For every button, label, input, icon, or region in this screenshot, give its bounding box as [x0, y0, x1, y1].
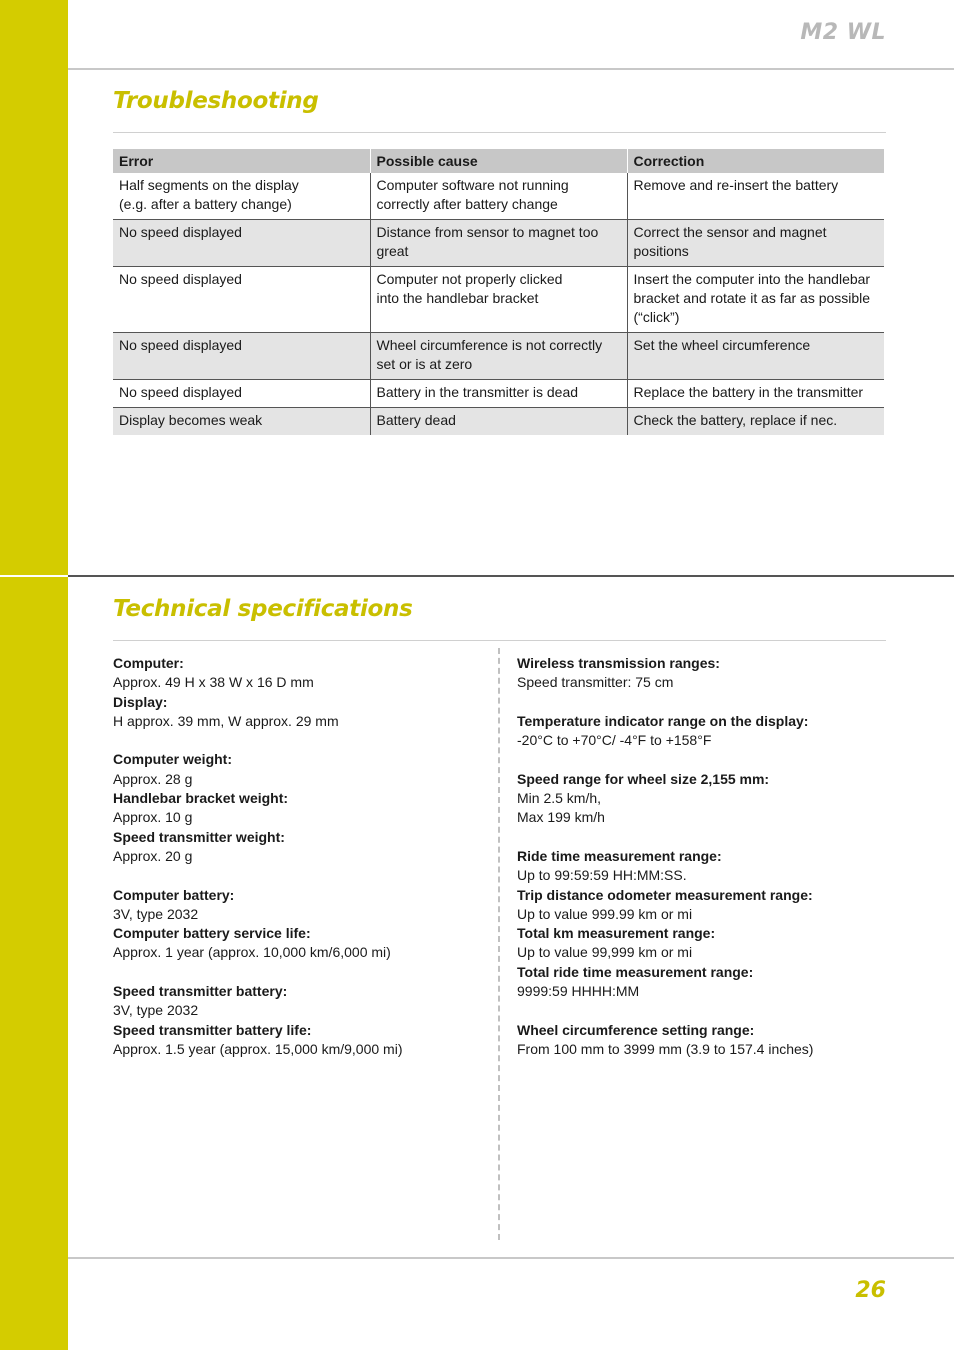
cell-cause — [370, 173, 627, 220]
column-header-cause: Possible cause — [370, 149, 627, 173]
spacer — [113, 866, 483, 885]
cell-error — [113, 380, 370, 408]
spec-label: Computer battery: — [113, 886, 235, 903]
cell-error — [113, 173, 370, 220]
spec-label: Handlebar bracket weight: — [113, 790, 289, 807]
cell-text: Remove and re-insert the battery — [633, 177, 839, 193]
cell-text: Computer not properly clicked — [376, 271, 563, 287]
spec-value: Up to 99:59:59 HH:MM:SS. — [517, 867, 687, 884]
spec-value: Approx. 49 H x 38 W x 16 D mm — [113, 674, 314, 691]
spec-value: -20°C to +70°C/ -4°F to +158°F — [517, 732, 712, 749]
page-number: 26 — [855, 1278, 886, 1303]
troubleshooting-rule — [113, 132, 886, 133]
cell-text: Check the battery, replace if nec. — [633, 412, 838, 428]
spec-label: Temperature indicator range on the display: — [517, 712, 809, 729]
table-row — [113, 380, 884, 408]
spec-value: Approx. 28 g — [113, 770, 193, 787]
cell-text: Correct the sensor and magnet positions — [633, 224, 827, 259]
spec-value: Max 199 km/h — [517, 809, 605, 826]
spec-value: Approx. 10 g — [113, 809, 193, 826]
spec-value: 3V, type 2032 — [113, 1002, 199, 1019]
table-header-row — [113, 149, 884, 173]
spec-value: From 100 mm to 3999 mm (3.9 to 157.4 inches) — [517, 1040, 814, 1057]
cell-cause — [370, 380, 627, 408]
table-row — [113, 333, 884, 380]
spec-label: Computer: — [113, 655, 184, 671]
troubleshooting-title: Troubleshooting — [113, 88, 319, 114]
cell-correction — [627, 380, 884, 408]
cell-text: No speed displayed — [119, 271, 242, 287]
column-separator — [498, 648, 500, 1240]
model-name: M2 WL — [800, 20, 886, 45]
spec-label: Trip distance odometer measurement range: — [517, 886, 813, 903]
spec-label: Wheel circumference setting range: — [517, 1021, 755, 1038]
cell-cause — [370, 333, 627, 380]
spacer — [113, 731, 483, 750]
spec-value: 3V, type 2032 — [113, 905, 199, 922]
spacer — [113, 963, 483, 982]
spacer — [517, 828, 897, 847]
spec-value: H approx. 39 mm, W approx. 29 mm — [113, 712, 339, 729]
header-rule — [68, 68, 954, 70]
cell-text: No speed displayed — [119, 224, 242, 240]
cell-correction — [627, 173, 884, 220]
cell-text: No speed displayed — [119, 384, 242, 400]
spec-value: 9999:59 HHHH:MM — [517, 983, 640, 1000]
cell-cause — [370, 220, 627, 267]
spec-value: Min 2.5 km/h, — [517, 790, 602, 807]
spec-label: Total ride time measurement range: — [517, 963, 754, 980]
spec-value: Up to value 999.99 km or mi — [517, 905, 693, 922]
spec-value: Up to value 99,999 km or mi — [517, 944, 693, 961]
cell-text: No speed displayed — [119, 337, 242, 353]
footer-rule — [68, 1257, 954, 1259]
cell-text: Wheel circumference is not correctly set or is at zero — [376, 337, 603, 372]
cell-correction — [627, 220, 884, 267]
spacer — [517, 750, 897, 769]
spec-value: Approx. 1 year (approx. 10,000 km/6,000 mi) — [113, 944, 391, 961]
spec-label: Speed range for wheel size 2,155 mm: — [517, 770, 770, 787]
spec-label: Wireless transmission ranges: — [517, 655, 720, 671]
cell-error — [113, 333, 370, 380]
sidebar-divider — [0, 575, 68, 577]
troubleshooting-table — [113, 149, 884, 435]
table-row — [113, 220, 884, 267]
cell-text: (e.g. after a battery change) — [119, 196, 292, 212]
specs-left-column — [113, 654, 483, 1059]
spacer — [517, 1001, 897, 1020]
spec-label: Computer battery service life: — [113, 925, 311, 942]
specs-rule — [113, 640, 886, 641]
cell-correction — [627, 267, 884, 333]
cell-text: Replace the battery in the transmitter — [633, 384, 864, 400]
cell-cause — [370, 408, 627, 436]
specs-right-column — [517, 654, 897, 1059]
cell-text: Half segments on the display — [119, 177, 299, 193]
cell-text: correctly after battery change — [376, 196, 558, 212]
spec-label: Display: — [113, 693, 168, 710]
spec-value: Speed transmitter: 75 cm — [517, 674, 674, 691]
spec-label: Speed transmitter battery life: — [113, 1021, 312, 1038]
cell-text: Battery dead — [376, 412, 456, 428]
table-row — [113, 267, 884, 333]
section-divider — [68, 575, 954, 577]
cell-text: Insert the computer into the handlebar bracket and rotate it as far as possible (“click”) — [633, 271, 871, 325]
column-header-error: Error — [113, 149, 370, 173]
spec-label: Computer weight: — [113, 751, 232, 768]
cell-error — [113, 220, 370, 267]
spec-label: Speed transmitter battery: — [113, 983, 288, 1000]
cell-correction — [627, 408, 884, 436]
cell-text: Battery in the transmitter is dead — [376, 384, 579, 400]
cell-text: Computer software not running — [376, 177, 569, 193]
cell-text: into the handlebar bracket — [376, 290, 539, 306]
table-row — [113, 173, 884, 220]
cell-text: Set the wheel circumference — [633, 337, 811, 353]
cell-text: Distance from sensor to magnet too great — [376, 224, 599, 259]
cell-error — [113, 267, 370, 333]
spec-label: Ride time measurement range: — [517, 847, 722, 864]
spacer — [517, 693, 897, 712]
spec-value: Approx. 1.5 year (approx. 15,000 km/9,000 mi) — [113, 1040, 403, 1057]
spec-label: Total km measurement range: — [517, 925, 716, 942]
cell-error — [113, 408, 370, 436]
cell-text: Display becomes weak — [119, 412, 263, 428]
cell-correction — [627, 333, 884, 380]
spec-value: Approx. 20 g — [113, 847, 193, 864]
cell-cause — [370, 267, 627, 333]
accent-sidebar — [0, 0, 68, 1350]
column-header-correction: Correction — [627, 149, 884, 173]
specs-title: Technical specifications — [113, 596, 413, 622]
spec-label: Speed transmitter weight: — [113, 828, 285, 845]
table-row — [113, 408, 884, 436]
